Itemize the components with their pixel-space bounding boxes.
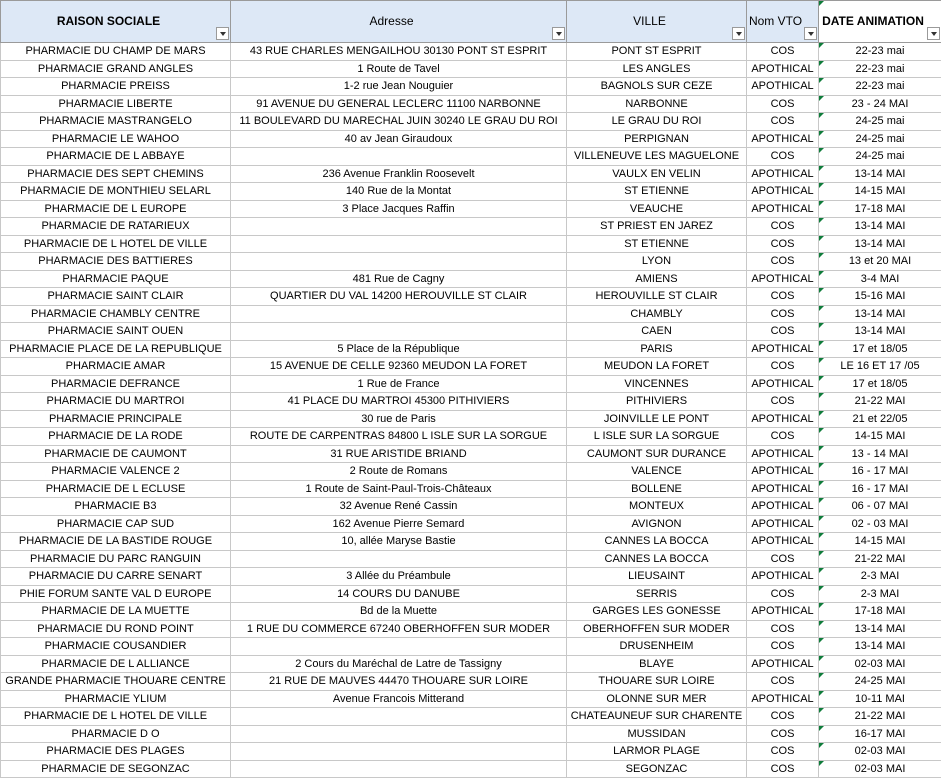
table-row <box>1 480 941 498</box>
table-row <box>1 43 941 61</box>
header-label: VILLE <box>633 14 666 28</box>
nom-vto-cell[interactable]: COS <box>747 708 819 726</box>
adresse-cell[interactable]: 2 Route de Romans <box>231 463 567 481</box>
nom-vto-cell[interactable]: APOTHICAL <box>747 183 819 201</box>
table-row <box>1 638 941 656</box>
nom-vto-cell[interactable]: COS <box>747 585 819 603</box>
adresse-cell[interactable]: 3 Allée du Préambule <box>231 568 567 586</box>
adresse-cell[interactable]: 481 Rue de Cagny <box>231 270 567 288</box>
date-animation-cell[interactable]: 14-15 MAI <box>819 428 941 446</box>
raison-sociale-cell[interactable]: PHARMACIE DES SEPT CHEMINS <box>1 165 231 183</box>
ville-cell[interactable]: OLONNE SUR MER <box>567 690 747 708</box>
ville-cell[interactable]: CAEN <box>567 323 747 341</box>
table-row <box>1 743 941 761</box>
raison-sociale-cell[interactable]: PHIE FORUM SANTE VAL D EUROPE <box>1 585 231 603</box>
nom-vto-cell[interactable]: COS <box>747 550 819 568</box>
ville-cell[interactable]: LES ANGLES <box>567 60 747 78</box>
raison-sociale-cell[interactable]: PHARMACIE GRAND ANGLES <box>1 60 231 78</box>
nom-vto-cell[interactable]: COS <box>747 148 819 166</box>
table-row <box>1 550 941 568</box>
ville-cell[interactable]: PERPIGNAN <box>567 130 747 148</box>
ville-cell[interactable]: BLAYE <box>567 655 747 673</box>
adresse-cell[interactable]: 1 Route de Tavel <box>231 60 567 78</box>
raison-sociale-cell[interactable]: PHARMACIE LIBERTE <box>1 95 231 113</box>
nom-vto-cell[interactable]: COS <box>747 393 819 411</box>
raison-sociale-cell[interactable]: PHARMACIE DES PLAGES <box>1 743 231 761</box>
raison-sociale-cell[interactable]: PHARMACIE DU ROND POINT <box>1 620 231 638</box>
adresse-cell[interactable]: 11 BOULEVARD DU MARECHAL JUIN 30240 LE GRAU DU ROI <box>231 113 567 131</box>
date-animation-cell[interactable]: 21 et 22/05 <box>819 410 941 428</box>
ville-cell[interactable]: CANNES LA BOCCA <box>567 533 747 551</box>
ville-cell[interactable]: ST ETIENNE <box>567 183 747 201</box>
nom-vto-cell[interactable]: APOTHICAL <box>747 603 819 621</box>
date-animation-cell[interactable]: 15-16 MAI <box>819 288 941 306</box>
ville-cell[interactable]: AVIGNON <box>567 515 747 533</box>
adresse-cell[interactable]: Avenue Francois Mitterand <box>231 690 567 708</box>
ville-cell[interactable]: BOLLENE <box>567 480 747 498</box>
ville-cell[interactable]: MEUDON LA FORET <box>567 358 747 376</box>
adresse-cell[interactable] <box>231 638 567 656</box>
ville-cell[interactable]: OBERHOFFEN SUR MODER <box>567 620 747 638</box>
table-row <box>1 305 941 323</box>
adresse-cell[interactable]: 2 Cours du Maréchal de Latre de Tassigny <box>231 655 567 673</box>
adresse-cell[interactable] <box>231 708 567 726</box>
table-row <box>1 95 941 113</box>
table-row <box>1 603 941 621</box>
ville-cell[interactable]: CANNES LA BOCCA <box>567 550 747 568</box>
nom-vto-cell[interactable]: COS <box>747 725 819 743</box>
ville-cell[interactable]: PONT ST ESPRIT <box>567 43 747 61</box>
table-row <box>1 200 941 218</box>
nom-vto-cell[interactable]: APOTHICAL <box>747 165 819 183</box>
raison-sociale-cell[interactable]: GRANDE PHARMACIE THOUARE CENTRE <box>1 673 231 691</box>
header-label: DATE ANIMATION <box>822 14 924 28</box>
date-animation-cell[interactable]: 3-4 MAI <box>819 270 941 288</box>
date-animation-cell[interactable]: 02 - 03 MAI <box>819 515 941 533</box>
date-animation-cell[interactable]: 17 et 18/05 <box>819 340 941 358</box>
date-animation-cell[interactable]: 06 - 07 MAI <box>819 498 941 516</box>
adresse-cell[interactable] <box>231 725 567 743</box>
date-animation-cell[interactable]: 24-25 MAI <box>819 673 941 691</box>
raison-sociale-cell[interactable]: PHARMACIE MASTRANGELO <box>1 113 231 131</box>
header-nom-vto[interactable] <box>747 1 819 43</box>
table-row <box>1 340 941 358</box>
table-row <box>1 393 941 411</box>
table-row <box>1 113 941 131</box>
table-row <box>1 620 941 638</box>
adresse-cell[interactable]: ROUTE DE CARPENTRAS 84800 L ISLE SUR LA SORGUE <box>231 428 567 446</box>
filter-dropdown-icon[interactable] <box>927 27 940 40</box>
date-animation-cell[interactable]: 24-25 mai <box>819 130 941 148</box>
table-row <box>1 165 941 183</box>
nom-vto-cell[interactable]: COS <box>747 218 819 236</box>
nom-vto-cell[interactable]: APOTHICAL <box>747 568 819 586</box>
table-row <box>1 148 941 166</box>
date-animation-cell[interactable]: 02-03 MAI <box>819 655 941 673</box>
raison-sociale-cell[interactable]: PHARMACIE D O <box>1 725 231 743</box>
header-label: Adresse <box>369 14 414 28</box>
table-row <box>1 533 941 551</box>
raison-sociale-cell[interactable]: PHARMACIE PRINCIPALE <box>1 410 231 428</box>
date-animation-cell[interactable]: 16 - 17 MAI <box>819 463 941 481</box>
ville-cell[interactable]: BAGNOLS SUR CEZE <box>567 78 747 96</box>
raison-sociale-cell[interactable]: PHARMACIE VALENCE 2 <box>1 463 231 481</box>
adresse-cell[interactable]: 15 AVENUE DE CELLE 92360 MEUDON LA FORET <box>231 358 567 376</box>
table-row <box>1 235 941 253</box>
ville-cell[interactable]: PITHIVIERS <box>567 393 747 411</box>
ville-cell[interactable]: GARGES LES GONESSE <box>567 603 747 621</box>
table-row <box>1 183 941 201</box>
raison-sociale-cell[interactable]: PHARMACIE B3 <box>1 498 231 516</box>
ville-cell[interactable]: JOINVILLE LE PONT <box>567 410 747 428</box>
table-row <box>1 253 941 271</box>
date-animation-cell[interactable]: 22-23 mai <box>819 78 941 96</box>
adresse-cell[interactable]: 10, allée Maryse Bastie <box>231 533 567 551</box>
ville-cell[interactable]: CAUMONT SUR DURANCE <box>567 445 747 463</box>
nom-vto-cell[interactable]: APOTHICAL <box>747 463 819 481</box>
raison-sociale-cell[interactable]: PHARMACIE COUSANDIER <box>1 638 231 656</box>
raison-sociale-cell[interactable]: PHARMACIE DE L ECLUSE <box>1 480 231 498</box>
adresse-cell[interactable]: 21 RUE DE MAUVES 44470 THOUARE SUR LOIRE <box>231 673 567 691</box>
adresse-cell[interactable] <box>231 253 567 271</box>
table-row <box>1 410 941 428</box>
filter-dropdown-icon[interactable] <box>804 27 817 40</box>
table-row <box>1 60 941 78</box>
adresse-cell[interactable]: 31 RUE ARISTIDE BRIAND <box>231 445 567 463</box>
adresse-cell[interactable]: 91 AVENUE DU GENERAL LECLERC 11100 NARBONNE <box>231 95 567 113</box>
nom-vto-cell[interactable]: APOTHICAL <box>747 60 819 78</box>
header-label: RAISON SOCIALE <box>56 14 161 28</box>
table-row <box>1 78 941 96</box>
date-animation-cell[interactable]: LE 16 ET 17 /05 <box>819 358 941 376</box>
table-row <box>1 270 941 288</box>
ville-cell[interactable]: MUSSIDAN <box>567 725 747 743</box>
raison-sociale-cell[interactable]: PHARMACIE DU MARTROI <box>1 393 231 411</box>
ville-cell[interactable]: VAULX EN VELIN <box>567 165 747 183</box>
table-row <box>1 288 941 306</box>
table-row <box>1 725 941 743</box>
ville-cell[interactable]: LIEUSAINT <box>567 568 747 586</box>
date-animation-cell[interactable]: 13-14 MAI <box>819 218 941 236</box>
nom-vto-cell[interactable]: APOTHICAL <box>747 480 819 498</box>
adresse-cell[interactable]: 1 RUE DU COMMERCE 67240 OBERHOFFEN SUR MODER <box>231 620 567 638</box>
raison-sociale-cell[interactable]: PHARMACIE DE SEGONZAC <box>1 760 231 778</box>
nom-vto-cell[interactable]: APOTHICAL <box>747 498 819 516</box>
date-animation-cell[interactable]: 24-25 mai <box>819 113 941 131</box>
adresse-cell[interactable]: 32 Avenue René Cassin <box>231 498 567 516</box>
raison-sociale-cell[interactable]: PHARMACIE DEFRANCE <box>1 375 231 393</box>
nom-vto-cell[interactable]: COS <box>747 288 819 306</box>
date-animation-cell[interactable]: 14-15 MAI <box>819 533 941 551</box>
date-animation-cell[interactable]: 2-3 MAI <box>819 568 941 586</box>
ville-cell[interactable]: SERRIS <box>567 585 747 603</box>
nom-vto-cell[interactable]: APOTHICAL <box>747 445 819 463</box>
raison-sociale-cell[interactable]: PHARMACIE DE LA RODE <box>1 428 231 446</box>
nom-vto-cell[interactable]: COS <box>747 760 819 778</box>
adresse-cell[interactable]: 43 RUE CHARLES MENGAILHOU 30130 PONT ST ESPRIT <box>231 43 567 61</box>
adresse-cell[interactable] <box>231 148 567 166</box>
adresse-cell[interactable]: 5 Place de la République <box>231 340 567 358</box>
date-animation-cell[interactable]: 16-17 MAI <box>819 725 941 743</box>
adresse-cell[interactable]: 14 COURS DU DANUBE <box>231 585 567 603</box>
adresse-cell[interactable] <box>231 550 567 568</box>
date-animation-cell[interactable]: 14-15 MAI <box>819 183 941 201</box>
nom-vto-cell[interactable]: COS <box>747 43 819 61</box>
nom-vto-cell[interactable]: APOTHICAL <box>747 690 819 708</box>
date-animation-cell[interactable]: 17-18 MAI <box>819 200 941 218</box>
adresse-cell[interactable]: 30 rue de Paris <box>231 410 567 428</box>
ville-cell[interactable]: VEAUCHE <box>567 200 747 218</box>
nom-vto-cell[interactable]: COS <box>747 95 819 113</box>
raison-sociale-cell[interactable]: PHARMACIE DU PARC RANGUIN <box>1 550 231 568</box>
raison-sociale-cell[interactable]: PHARMACIE DE L HOTEL DE VILLE <box>1 708 231 726</box>
nom-vto-cell[interactable]: COS <box>747 235 819 253</box>
date-animation-cell[interactable]: 13-14 MAI <box>819 638 941 656</box>
ville-cell[interactable]: DRUSENHEIM <box>567 638 747 656</box>
table-row <box>1 690 941 708</box>
table-row <box>1 323 941 341</box>
adresse-cell[interactable]: Bd de la Muette <box>231 603 567 621</box>
table-row <box>1 428 941 446</box>
ville-cell[interactable]: AMIENS <box>567 270 747 288</box>
nom-vto-cell[interactable]: APOTHICAL <box>747 533 819 551</box>
adresse-cell[interactable]: 40 av Jean Giraudoux <box>231 130 567 148</box>
ville-cell[interactable]: THOUARE SUR LOIRE <box>567 673 747 691</box>
table-row <box>1 130 941 148</box>
adresse-cell[interactable]: 140 Rue de la Montat <box>231 183 567 201</box>
nom-vto-cell[interactable]: COS <box>747 305 819 323</box>
ville-cell[interactable]: LYON <box>567 253 747 271</box>
date-animation-cell[interactable]: 24-25 mai <box>819 148 941 166</box>
nom-vto-cell[interactable]: APOTHICAL <box>747 130 819 148</box>
nom-vto-cell[interactable]: APOTHICAL <box>747 78 819 96</box>
date-animation-cell[interactable]: 22-23 mai <box>819 43 941 61</box>
date-animation-cell[interactable]: 21-22 MAI <box>819 550 941 568</box>
raison-sociale-cell[interactable]: PHARMACIE DE L ABBAYE <box>1 148 231 166</box>
nom-vto-cell[interactable]: COS <box>747 673 819 691</box>
date-animation-cell[interactable]: 13-14 MAI <box>819 620 941 638</box>
adresse-cell[interactable]: 41 PLACE DU MARTROI 45300 PITHIVIERS <box>231 393 567 411</box>
ville-cell[interactable]: L ISLE SUR LA SORGUE <box>567 428 747 446</box>
nom-vto-cell[interactable]: APOTHICAL <box>747 340 819 358</box>
adresse-cell[interactable]: 1 Rue de France <box>231 375 567 393</box>
date-animation-cell[interactable]: 21-22 MAI <box>819 393 941 411</box>
ville-cell[interactable]: VILLENEUVE LES MAGUELONE <box>567 148 747 166</box>
nom-vto-cell[interactable]: COS <box>747 253 819 271</box>
raison-sociale-cell[interactable]: PHARMACIE DE MONTHIEU SELARL <box>1 183 231 201</box>
raison-sociale-cell[interactable]: PHARMACIE CHAMBLY CENTRE <box>1 305 231 323</box>
raison-sociale-cell[interactable]: PHARMACIE DE RATARIEUX <box>1 218 231 236</box>
filter-dropdown-icon[interactable] <box>216 27 229 40</box>
filter-dropdown-icon[interactable] <box>732 27 745 40</box>
header-label: Nom VTO <box>748 14 803 28</box>
filter-dropdown-icon[interactable] <box>552 27 565 40</box>
adresse-cell[interactable] <box>231 760 567 778</box>
ville-cell[interactable]: VINCENNES <box>567 375 747 393</box>
ville-cell[interactable]: LARMOR PLAGE <box>567 743 747 761</box>
date-animation-cell[interactable]: 16 - 17 MAI <box>819 480 941 498</box>
nom-vto-cell[interactable]: COS <box>747 113 819 131</box>
raison-sociale-cell[interactable]: PHARMACIE YLIUM <box>1 690 231 708</box>
table-row <box>1 568 941 586</box>
table-row <box>1 358 941 376</box>
adresse-cell[interactable]: QUARTIER DU VAL 14200 HEROUVILLE ST CLAIR <box>231 288 567 306</box>
table-row <box>1 673 941 691</box>
date-animation-cell[interactable]: 02-03 MAI <box>819 760 941 778</box>
raison-sociale-cell[interactable]: PHARMACIE LE WAHOO <box>1 130 231 148</box>
date-animation-cell[interactable]: 13 et 20 MAI <box>819 253 941 271</box>
header-ville[interactable] <box>567 1 747 43</box>
ville-cell[interactable]: SEGONZAC <box>567 760 747 778</box>
nom-vto-cell[interactable]: APOTHICAL <box>747 200 819 218</box>
header-row <box>1 1 941 43</box>
raison-sociale-cell[interactable]: PHARMACIE DE L ALLIANCE <box>1 655 231 673</box>
ville-cell[interactable]: CHATEAUNEUF SUR CHARENTE <box>567 708 747 726</box>
ville-cell[interactable]: VALENCE <box>567 463 747 481</box>
nom-vto-cell[interactable]: COS <box>747 323 819 341</box>
date-animation-cell[interactable]: 22-23 mai <box>819 60 941 78</box>
ville-cell[interactable]: LE GRAU DU ROI <box>567 113 747 131</box>
nom-vto-cell[interactable]: APOTHICAL <box>747 270 819 288</box>
raison-sociale-cell[interactable]: PHARMACIE DE LA BASTIDE ROUGE <box>1 533 231 551</box>
raison-sociale-cell[interactable]: PHARMACIE PREISS <box>1 78 231 96</box>
raison-sociale-cell[interactable]: PHARMACIE DU CARRE SENART <box>1 568 231 586</box>
table-row <box>1 218 941 236</box>
table-row <box>1 445 941 463</box>
date-animation-cell[interactable]: 17 et 18/05 <box>819 375 941 393</box>
nom-vto-cell[interactable]: COS <box>747 358 819 376</box>
adresse-cell[interactable]: 162 Avenue Pierre Semard <box>231 515 567 533</box>
adresse-cell[interactable] <box>231 218 567 236</box>
adresse-cell[interactable]: 1-2 rue Jean Nouguier <box>231 78 567 96</box>
date-animation-cell[interactable]: 13-14 MAI <box>819 323 941 341</box>
adresse-cell[interactable]: 3 Place Jacques Raffin <box>231 200 567 218</box>
raison-sociale-cell[interactable]: PHARMACIE DES BATTIERES <box>1 253 231 271</box>
raison-sociale-cell[interactable]: PHARMACIE PLACE DE LA REPUBLIQUE <box>1 340 231 358</box>
header-date-animation[interactable] <box>819 1 941 43</box>
table-row <box>1 375 941 393</box>
table-row <box>1 585 941 603</box>
table-row <box>1 515 941 533</box>
table-row <box>1 760 941 778</box>
date-animation-cell[interactable]: 13-14 MAI <box>819 305 941 323</box>
adresse-cell[interactable] <box>231 743 567 761</box>
nom-vto-cell[interactable]: APOTHICAL <box>747 375 819 393</box>
header-adresse[interactable] <box>231 1 567 43</box>
ville-cell[interactable]: ST PRIEST EN JAREZ <box>567 218 747 236</box>
nom-vto-cell[interactable]: APOTHICAL <box>747 655 819 673</box>
ville-cell[interactable]: HEROUVILLE ST CLAIR <box>567 288 747 306</box>
adresse-cell[interactable] <box>231 235 567 253</box>
raison-sociale-cell[interactable]: PHARMACIE PAQUE <box>1 270 231 288</box>
date-animation-cell[interactable]: 13-14 MAI <box>819 235 941 253</box>
nom-vto-cell[interactable]: APOTHICAL <box>747 410 819 428</box>
raison-sociale-cell[interactable]: PHARMACIE SAINT CLAIR <box>1 288 231 306</box>
date-animation-cell[interactable]: 13-14 MAI <box>819 165 941 183</box>
table-row <box>1 708 941 726</box>
adresse-cell[interactable] <box>231 305 567 323</box>
raison-sociale-cell[interactable]: PHARMACIE DU CHAMP DE MARS <box>1 43 231 61</box>
raison-sociale-cell[interactable]: PHARMACIE DE L EUROPE <box>1 200 231 218</box>
nom-vto-cell[interactable]: COS <box>747 743 819 761</box>
table-row <box>1 655 941 673</box>
ville-cell[interactable]: PARIS <box>567 340 747 358</box>
table-row <box>1 463 941 481</box>
ville-cell[interactable]: ST ETIENNE <box>567 235 747 253</box>
date-animation-cell[interactable]: 23 - 24 MAI <box>819 95 941 113</box>
table-row <box>1 498 941 516</box>
raison-sociale-cell[interactable]: PHARMACIE AMAR <box>1 358 231 376</box>
ville-cell[interactable]: NARBONNE <box>567 95 747 113</box>
nom-vto-cell[interactable]: APOTHICAL <box>747 515 819 533</box>
adresse-cell[interactable]: 1 Route de Saint-Paul-Trois-Châteaux <box>231 480 567 498</box>
raison-sociale-cell[interactable]: PHARMACIE DE L HOTEL DE VILLE <box>1 235 231 253</box>
raison-sociale-cell[interactable]: PHARMACIE DE LA MUETTE <box>1 603 231 621</box>
date-animation-cell[interactable]: 17-18 MAI <box>819 603 941 621</box>
date-animation-cell[interactable]: 2-3 MAI <box>819 585 941 603</box>
date-animation-cell[interactable]: 21-22 MAI <box>819 708 941 726</box>
nom-vto-cell[interactable]: COS <box>747 638 819 656</box>
ville-cell[interactable]: MONTEUX <box>567 498 747 516</box>
nom-vto-cell[interactable]: COS <box>747 620 819 638</box>
raison-sociale-cell[interactable]: PHARMACIE DE CAUMONT <box>1 445 231 463</box>
ville-cell[interactable]: CHAMBLY <box>567 305 747 323</box>
nom-vto-cell[interactable]: COS <box>747 428 819 446</box>
adresse-cell[interactable] <box>231 323 567 341</box>
header-raison-sociale[interactable] <box>1 1 231 43</box>
date-animation-cell[interactable]: 10-11 MAI <box>819 690 941 708</box>
raison-sociale-cell[interactable]: PHARMACIE SAINT OUEN <box>1 323 231 341</box>
raison-sociale-cell[interactable]: PHARMACIE CAP SUD <box>1 515 231 533</box>
date-animation-cell[interactable]: 13 - 14 MAI <box>819 445 941 463</box>
date-animation-cell[interactable]: 02-03 MAI <box>819 743 941 761</box>
adresse-cell[interactable]: 236 Avenue Franklin Roosevelt <box>231 165 567 183</box>
